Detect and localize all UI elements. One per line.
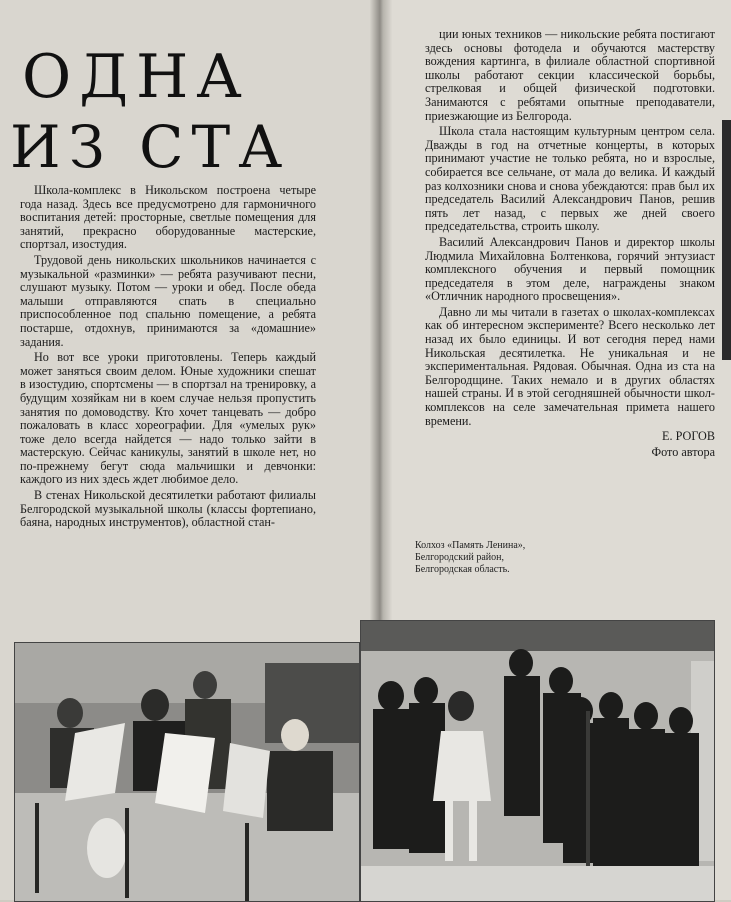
headline-line-1: ОДНА	[22, 42, 250, 112]
credit-line: Колхоз «Память Ленина»,	[415, 540, 526, 551]
photo-photo-club	[360, 620, 715, 902]
paragraph: Трудовой день никольских школьников начинается с музыкальной «разминки» — ребята разучивают песни, слушают музыку. Потом — уроки и обед. После обеда малыши отправляются спать в специально приспособленное под спальню помещение, а ребята постарше, отдохнув, принимаются за «домашние» задания.	[20, 252, 316, 349]
article-column-left	[20, 184, 316, 532]
article-column-right	[425, 28, 715, 461]
photo-art-class	[14, 642, 360, 902]
paragraph: В стенах Никольской десятилетки работают филиалы Белгородской музыкальной школы (классы фортепиано, баяна, народных инструментов), областной стан-	[20, 488, 316, 530]
photo-photo-club-image	[361, 621, 714, 901]
paragraph: Школа-комплекс в Никольском построена четыре года назад. Здесь все предусмотрено для гармоничного воспитания детей: просторные, светлые помещения для занятий, прекрасно оборудованные мастерские, спортзал, изостудия.	[20, 183, 316, 252]
paragraph: Давно ли мы читали в газетах о школах-комплексах как об интересном эксперименте? Всего несколько лет назад их было единицы. И вот сегодня перед нами Никольская десятилетка. Не уникальная и не экспериментальная. Рядовая. Обычная. Одна из ста на Белгородщине. Таких немало и в других областях нашей страны. И в этой сегодняшней обычности школ-комплексов на селе замечательная примета нашего времени.	[425, 304, 715, 428]
paragraph: Но вот все уроки приготовлены. Теперь каждый может заняться своим делом. Юные художники спешат в изостудию, спортсмены — в спортзал на тренировку, а будущим хозяйкам ни в коем случае нельзя пропустить занятия по домоводству. Кто хочет танцевать — добро пожаловать в класс хореографии. Для «умелых рук» тоже дело всегда найдется — надо только зайти в мастерскую. Сейчас каникулы, занятий в школе нет, но по-прежнему бегут сюда мальчишки и девчонки: каждого из них здесь ждет любимое дело.	[20, 350, 316, 487]
credit-line: Белгородская область.	[415, 564, 510, 575]
adjacent-page-edge	[722, 120, 731, 360]
headline-line-2: ИЗ СТА	[10, 113, 291, 181]
author-signature: Е. РОГОВ	[662, 429, 715, 444]
location-credit	[415, 540, 615, 576]
paragraph: Школа стала настоящим культурным центром села. Дважды в год на отчетные концерты, в которых принимают участие не только ребята, но и взрослые, собирается все сельчане, от мала до велика. И каждый раз колхозники снова и снова убеждаются: прав был их председатель Василий Александрович Панов, решив пять лет назад, с первых же дней своего председательства, строить школу.	[425, 124, 715, 234]
photo-credit: Фото автора	[651, 444, 715, 459]
photo-art-class-image	[15, 643, 359, 901]
credit-line: Белгородский район,	[415, 552, 504, 563]
paragraph: ции юных техников — никольские ребята постигают здесь основы фотодела и обучаются мастерству вождения картинга, в филиале областной спортивной школы работают секции классической борьбы, стрелковая и общей физической подготовки. Занимаются с ребятами опытные преподаватели, приезжающие из Белгорода.	[425, 27, 715, 123]
paragraph: Василий Александрович Панов и директор школы Людмила Михайловна Болтенкова, горячий энтузиаст комплексного обучения и первый помощник председателя в этом деле, награждены знаком «Отличник народного просвещения».	[425, 234, 715, 304]
